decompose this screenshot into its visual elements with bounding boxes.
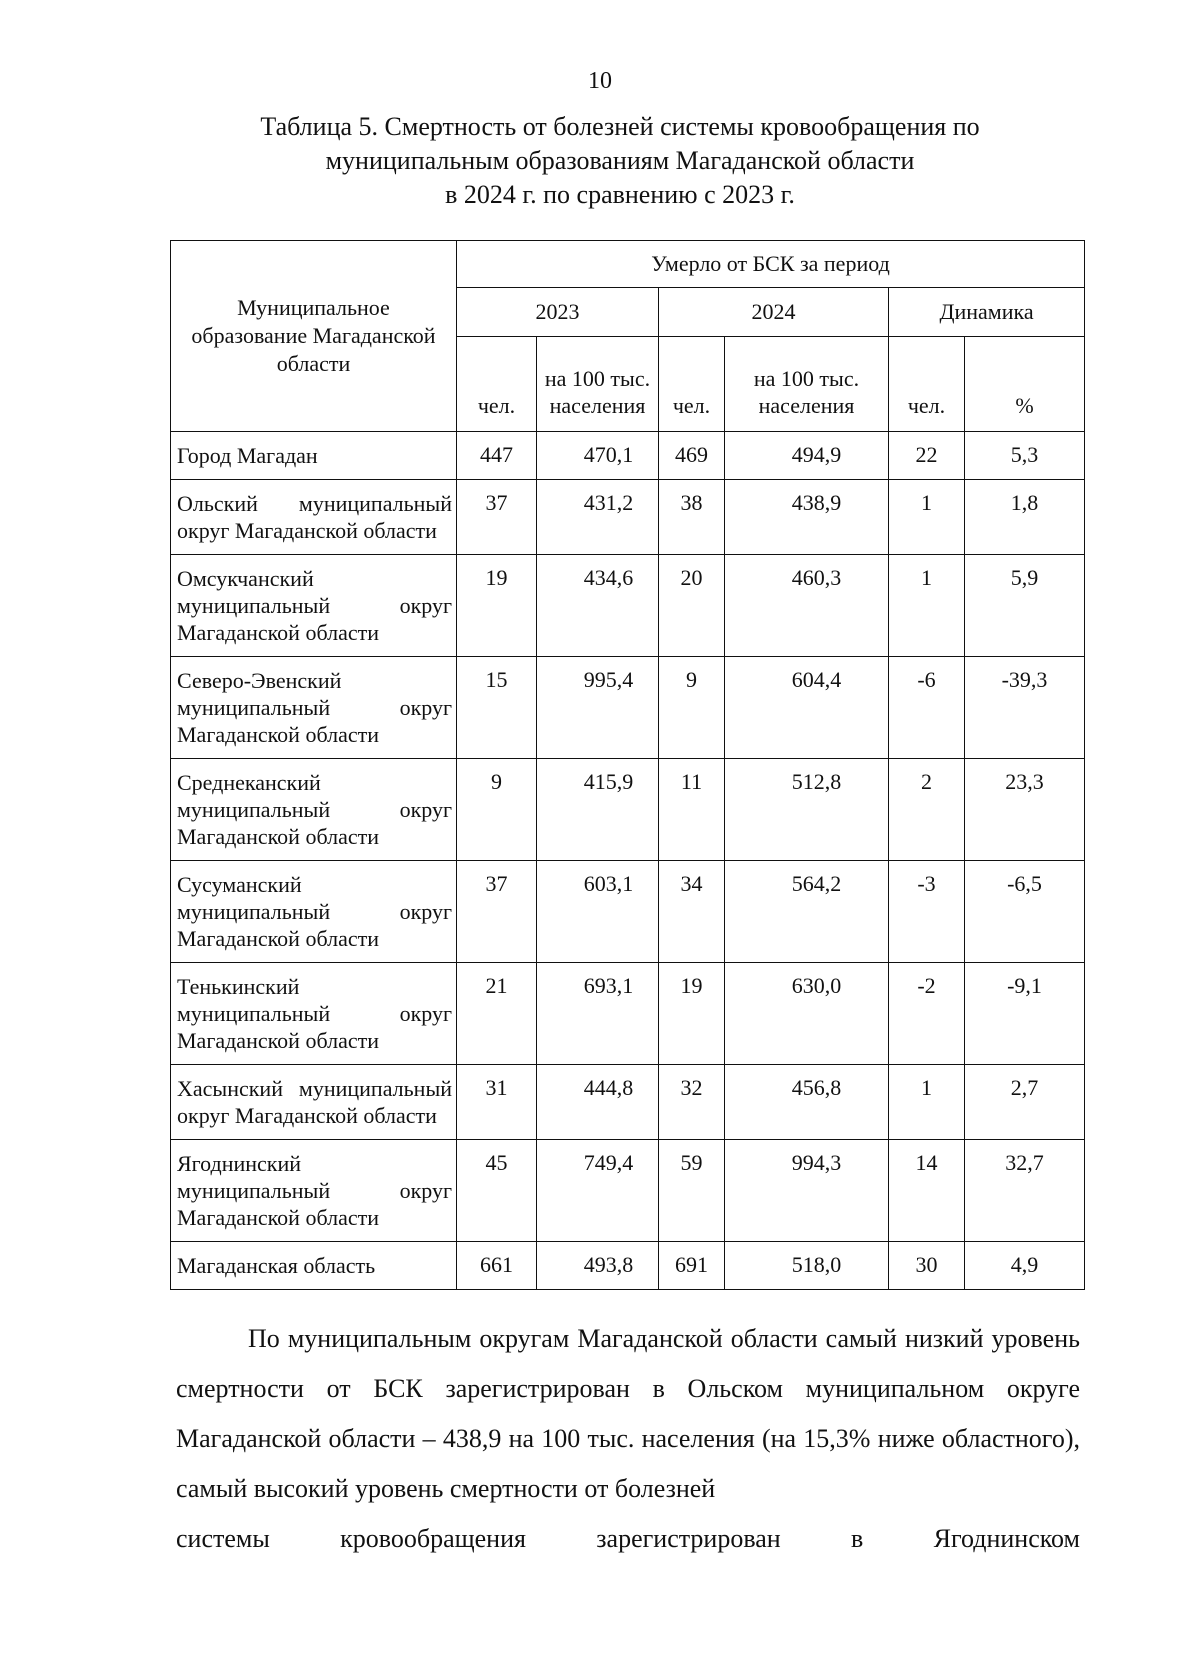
row-rate-2024: 460,3: [725, 555, 889, 657]
row-dynamics-persons: -6: [889, 657, 965, 759]
row-dynamics-percent: 1,8: [965, 480, 1085, 555]
row-persons-2024: 38: [659, 480, 725, 555]
row-rate-2023: 470,1: [537, 432, 659, 480]
row-persons-2024: 11: [659, 759, 725, 861]
row-dynamics-persons: -3: [889, 861, 965, 963]
row-rate-2023: 693,1: [537, 963, 659, 1065]
row-rate-2023: 493,8: [537, 1242, 659, 1290]
row-dynamics-percent: 32,7: [965, 1140, 1085, 1242]
row-persons-2023: 9: [457, 759, 537, 861]
row-municipality: Город Магадан: [171, 432, 457, 480]
row-persons-2023: 19: [457, 555, 537, 657]
header-persons-dynamics: чел.: [889, 337, 965, 432]
row-dynamics-persons: 1: [889, 480, 965, 555]
row-dynamics-percent: -6,5: [965, 861, 1085, 963]
row-persons-2023: 31: [457, 1065, 537, 1140]
row-persons-2024: 469: [659, 432, 725, 480]
row-municipality: Среднеканский муниципальный округ Магаданской области: [171, 759, 457, 861]
table-row: [171, 480, 1085, 555]
row-municipality: Тенькинский муниципальный округ Магаданской области: [171, 963, 457, 1065]
row-rate-2024: 630,0: [725, 963, 889, 1065]
row-rate-2024: 994,3: [725, 1140, 889, 1242]
row-dynamics-percent: 4,9: [965, 1242, 1085, 1290]
row-persons-2024: 9: [659, 657, 725, 759]
row-rate-2024: 564,2: [725, 861, 889, 963]
header-persons-2024: чел.: [659, 337, 725, 432]
row-persons-2023: 661: [457, 1242, 537, 1290]
row-persons-2023: 21: [457, 963, 537, 1065]
row-persons-2024: 20: [659, 555, 725, 657]
header-municipality: Муниципальное образование Магаданской области: [171, 241, 457, 432]
row-rate-2024: 604,4: [725, 657, 889, 759]
table-row: [171, 432, 1085, 480]
header-percent-dynamics: %: [965, 337, 1085, 432]
row-dynamics-persons: 30: [889, 1242, 965, 1290]
row-persons-2023: 447: [457, 432, 537, 480]
table-row: [171, 555, 1085, 657]
row-rate-2024: 518,0: [725, 1242, 889, 1290]
row-municipality: Северо-Эвенский муниципальный округ Магаданской области: [171, 657, 457, 759]
row-persons-2024: 19: [659, 963, 725, 1065]
header-dynamics: Динамика: [889, 288, 1085, 337]
row-persons-2024: 32: [659, 1065, 725, 1140]
table-title-line-2: муниципальным образованиям Магаданской области: [325, 146, 915, 175]
row-dynamics-persons: 1: [889, 1065, 965, 1140]
header-period: Умерло от БСК за период: [457, 241, 1085, 288]
row-persons-2023: 37: [457, 861, 537, 963]
page-number: 10: [588, 68, 612, 94]
header-rate-2023: на 100 тыс. населения: [537, 337, 659, 432]
row-dynamics-persons: -2: [889, 963, 965, 1065]
row-municipality: Омсукчанский муниципальный округ Магаданской области: [171, 555, 457, 657]
row-dynamics-percent: 5,3: [965, 432, 1085, 480]
row-dynamics-percent: -9,1: [965, 963, 1085, 1065]
row-persons-2024: 34: [659, 861, 725, 963]
row-municipality: Магаданская область: [171, 1242, 457, 1290]
row-dynamics-persons: 1: [889, 555, 965, 657]
header-year-2024: 2024: [659, 288, 889, 337]
row-persons-2024: 59: [659, 1140, 725, 1242]
header-rate-2024: на 100 тыс. населения: [725, 337, 889, 432]
table-title-line-1: Таблица 5. Смертность от болезней системы кровообращения по: [260, 112, 980, 141]
row-municipality: Хасынский муниципальный округ Магаданской области: [171, 1065, 457, 1140]
header-year-2023: 2023: [457, 288, 659, 337]
row-dynamics-percent: -39,3: [965, 657, 1085, 759]
row-rate-2023: 415,9: [537, 759, 659, 861]
row-persons-2023: 15: [457, 657, 537, 759]
table-row: [171, 1065, 1085, 1140]
row-municipality: Ягоднинский муниципальный округ Магаданской области: [171, 1140, 457, 1242]
table-row: [171, 1140, 1085, 1242]
row-persons-2023: 45: [457, 1140, 537, 1242]
row-rate-2023: 431,2: [537, 480, 659, 555]
row-rate-2023: 444,8: [537, 1065, 659, 1140]
row-dynamics-percent: 23,3: [965, 759, 1085, 861]
table-row: [171, 759, 1085, 861]
row-dynamics-percent: 2,7: [965, 1065, 1085, 1140]
row-rate-2024: 438,9: [725, 480, 889, 555]
body-paragraph-text: По муниципальным округам Магаданской области самый низкий уровень смертности от БСК зарегистрирован в Ольском муниципальном округе Магаданской области – 438,9 на 100 тыс. населения (на 15,3% ниже областного), самый высокий уровень смертности от болезней: [176, 1324, 1080, 1503]
row-rate-2023: 995,4: [537, 657, 659, 759]
row-rate-2024: 512,8: [725, 759, 889, 861]
mortality-table: [170, 240, 1085, 1290]
row-persons-2023: 37: [457, 480, 537, 555]
row-rate-2023: 434,6: [537, 555, 659, 657]
row-dynamics-persons: 14: [889, 1140, 965, 1242]
row-rate-2023: 603,1: [537, 861, 659, 963]
body-paragraph-last-line: системы кровообращения зарегистрирован в Ягоднинском: [176, 1524, 1080, 1553]
header-persons-2023: чел.: [457, 337, 537, 432]
table-title: [170, 110, 1070, 212]
row-dynamics-persons: 2: [889, 759, 965, 861]
row-municipality: Сусуманский муниципальный округ Магаданской области: [171, 861, 457, 963]
table-row: [171, 657, 1085, 759]
table-title-line-3: в 2024 г. по сравнению с 2023 г.: [445, 180, 795, 209]
row-rate-2024: 456,8: [725, 1065, 889, 1140]
table-row-total: [171, 1242, 1085, 1290]
row-dynamics-percent: 5,9: [965, 555, 1085, 657]
row-rate-2023: 749,4: [537, 1140, 659, 1242]
row-persons-2024: 691: [659, 1242, 725, 1290]
table-row: [171, 963, 1085, 1065]
row-rate-2024: 494,9: [725, 432, 889, 480]
row-dynamics-persons: 22: [889, 432, 965, 480]
row-municipality: Ольский муниципальный округ Магаданской области: [171, 480, 457, 555]
body-paragraph: [176, 1314, 1080, 1564]
table-row: [171, 861, 1085, 963]
